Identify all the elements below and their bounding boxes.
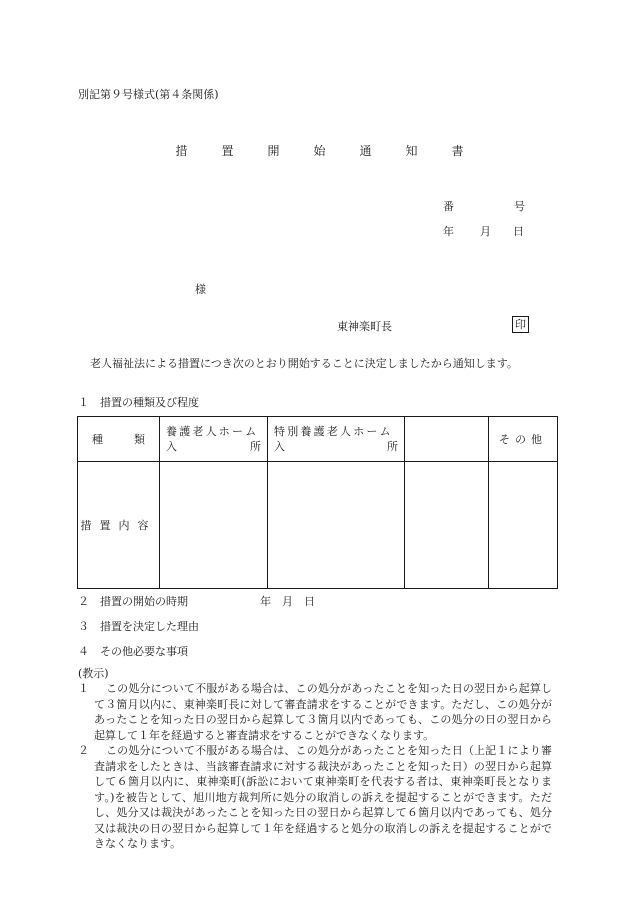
kind-header-a: 種: [92, 433, 103, 446]
content-cell-nursing-home: [160, 462, 268, 589]
note-text: この処分について不服がある場合は、この処分があったことを知った日の翌日から起算して３箇月以内に、東神楽町長に対して審査請求をすることができます。ただし、この処分があったことを知った日の翌日から起算して３箇月以内であっても、この処分の日の翌日から起算して１年を経過すると審査請求をすることができなくなります。: [94, 682, 552, 742]
special-nursing-home-header: [268, 417, 405, 462]
section-2-date: 年 月 日: [260, 595, 315, 608]
nursing-home-header: [160, 417, 268, 462]
document-date-line: [443, 223, 524, 239]
section-1-heading: １ 措置の種類及び程度: [78, 396, 199, 409]
nursing-home-line1: 養護老人ホーム: [166, 425, 259, 438]
nursing-home-line2a: 入: [166, 440, 177, 453]
date-day: 日: [513, 225, 524, 238]
section-3-heading: ３ 措置を決定した理由: [78, 620, 199, 633]
table-content-row: [78, 462, 558, 589]
blank-header-cell: [405, 417, 489, 462]
date-year: 年: [443, 225, 454, 238]
section-2-heading: [78, 593, 315, 609]
special-nursing-home-line2a: 入: [274, 440, 285, 453]
form-label: 別記第９号様式(第４条関係): [78, 88, 219, 101]
special-nursing-home-line2b: 所: [387, 440, 398, 453]
measures-table: [77, 416, 558, 589]
note-item: [78, 743, 552, 852]
date-month: 月: [480, 225, 491, 238]
note-number: ２: [78, 744, 89, 757]
seal-mark: 印: [512, 316, 529, 333]
addressee-honorific: 様: [195, 283, 206, 296]
document-title: 措 置 開 始 通 知 書: [175, 144, 475, 158]
kind-header-b: 類: [134, 433, 145, 446]
notes-list: [78, 681, 552, 852]
table-header-row: [78, 417, 558, 462]
special-nursing-home-line1: 特別養護老人ホーム: [274, 425, 393, 438]
note-item: [78, 681, 552, 743]
content-cell-other: [489, 462, 558, 589]
section-4-heading: ４ その他必要な事項: [78, 645, 188, 658]
document-number-line: [443, 198, 525, 214]
intro-paragraph: 老人福祉法による措置につき次のとおり開始することに決定しましたから通知します。: [90, 357, 518, 370]
note-number: １: [78, 682, 89, 695]
content-cell-special-nursing-home: [268, 462, 405, 589]
kind-header-cell: [78, 417, 160, 462]
number-label: 番: [443, 200, 454, 213]
nursing-home-line2b: 所: [250, 440, 261, 453]
section-2-label: ２ 措置の開始の時期: [78, 595, 188, 608]
notes-heading: (教示): [78, 667, 109, 680]
number-suffix: 号: [514, 200, 525, 213]
sender-name: 東神楽町長: [337, 320, 392, 333]
other-header-cell: その他: [489, 417, 558, 462]
note-text: この処分について不服がある場合は、この処分があったことを知った日（上記１により審査請求をしたときは、当該審査請求に対する裁決があったことを知った日）の翌日から起算して６箇月以内に、東神楽町(訴訟において東神楽町を代表する者は、東神楽町長となります。)を被告として、旭川地方裁判所に処分の取消しの訴えを提起することができます。ただし、処分又は裁決があったことを知った日の翌日から起算して６箇月以内であっても、処分又は裁決の日の翌日から起算して１年を経過すると処分の取消しの訴えを提起することができなくなります。: [94, 744, 552, 850]
content-cell-blank: [405, 462, 489, 589]
content-label-cell: 措置内容: [78, 462, 160, 589]
